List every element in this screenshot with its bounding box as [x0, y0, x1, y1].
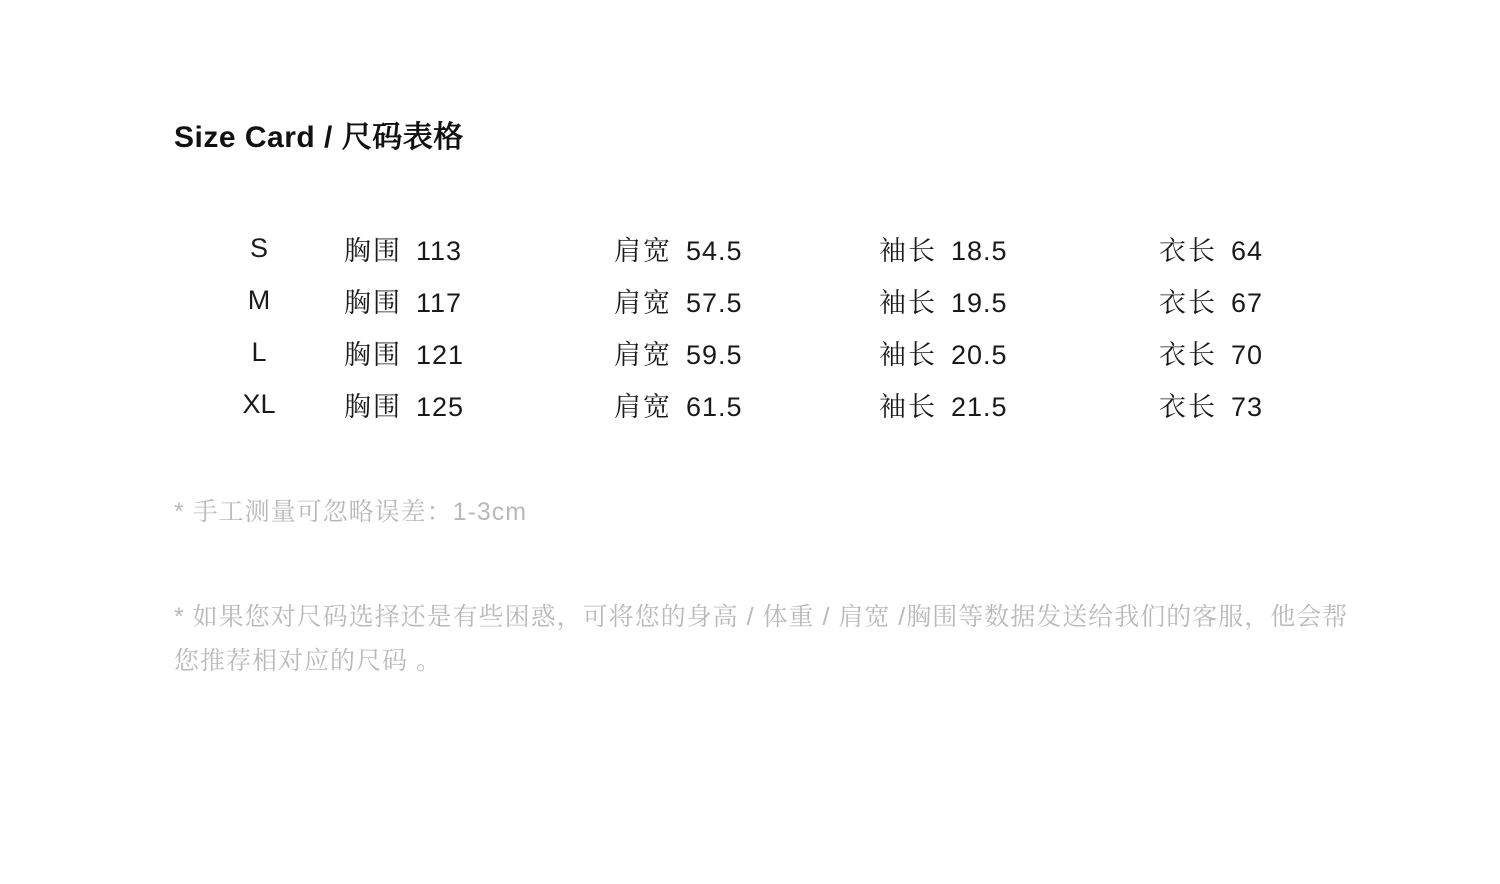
cell-chest [344, 378, 614, 430]
value-chest: 113 [416, 235, 463, 266]
cell-sleeve [879, 326, 1159, 378]
label-sleeve: 袖长 [879, 391, 937, 422]
table-row [174, 222, 1344, 274]
value-shoulder: 54.5 [686, 235, 743, 266]
cell-chest [344, 274, 614, 326]
cell-sleeve [879, 378, 1159, 430]
label-length: 衣长 [1159, 287, 1217, 318]
label-shoulder: 肩宽 [614, 339, 672, 370]
value-shoulder: 59.5 [686, 339, 743, 370]
value-sleeve: 18.5 [951, 235, 1008, 266]
cell-length [1159, 222, 1344, 274]
page-title: Size Card / 尺码表格 [174, 121, 464, 154]
value-shoulder: 57.5 [686, 287, 743, 318]
label-chest: 胸围 [344, 339, 402, 370]
cell-shoulder [614, 274, 879, 326]
table-row [174, 326, 1344, 378]
label-length: 衣长 [1159, 235, 1217, 266]
cell-shoulder [614, 378, 879, 430]
cell-chest [344, 326, 614, 378]
value-sleeve: 21.5 [951, 391, 1008, 422]
value-length: 67 [1231, 287, 1264, 318]
cell-sleeve [879, 274, 1159, 326]
cell-shoulder [614, 222, 879, 274]
label-length: 衣长 [1159, 391, 1217, 422]
note-size-help: * 如果您对尺码选择还是有些困惑，可将您的身高 / 体重 / 肩宽 /胸围等数据发送给我们的客服，他会帮您推荐相对应的尺码 。 [174, 603, 1349, 675]
cell-chest [344, 222, 614, 274]
value-chest: 117 [416, 287, 463, 318]
label-shoulder: 肩宽 [614, 235, 672, 266]
label-shoulder: 肩宽 [614, 391, 672, 422]
cell-size: XL [242, 388, 276, 419]
value-chest: 121 [416, 339, 465, 370]
cell-length [1159, 326, 1344, 378]
cell-sleeve [879, 222, 1159, 274]
label-sleeve: 袖长 [879, 235, 937, 266]
label-sleeve: 袖长 [879, 339, 937, 370]
label-chest: 胸围 [344, 287, 402, 318]
cell-size: L [251, 336, 267, 367]
label-sleeve: 袖长 [879, 287, 937, 318]
label-shoulder: 肩宽 [614, 287, 672, 318]
cell-length [1159, 378, 1344, 430]
label-length: 衣长 [1159, 339, 1217, 370]
note-measurement-tolerance: * 手工测量可忽略误差：1-3cm [174, 498, 528, 526]
value-shoulder: 61.5 [686, 391, 743, 422]
label-chest: 胸围 [344, 235, 402, 266]
table-row [174, 378, 1344, 430]
value-sleeve: 20.5 [951, 339, 1008, 370]
label-chest: 胸围 [344, 391, 402, 422]
cell-size: M [247, 284, 271, 315]
value-sleeve: 19.5 [951, 287, 1008, 318]
value-length: 64 [1231, 235, 1264, 266]
cell-shoulder [614, 326, 879, 378]
size-table [174, 222, 1344, 430]
cell-size: S [249, 232, 268, 263]
table-row [174, 274, 1344, 326]
value-length: 73 [1231, 391, 1264, 422]
value-chest: 125 [416, 391, 465, 422]
value-length: 70 [1231, 339, 1264, 370]
cell-length [1159, 274, 1344, 326]
